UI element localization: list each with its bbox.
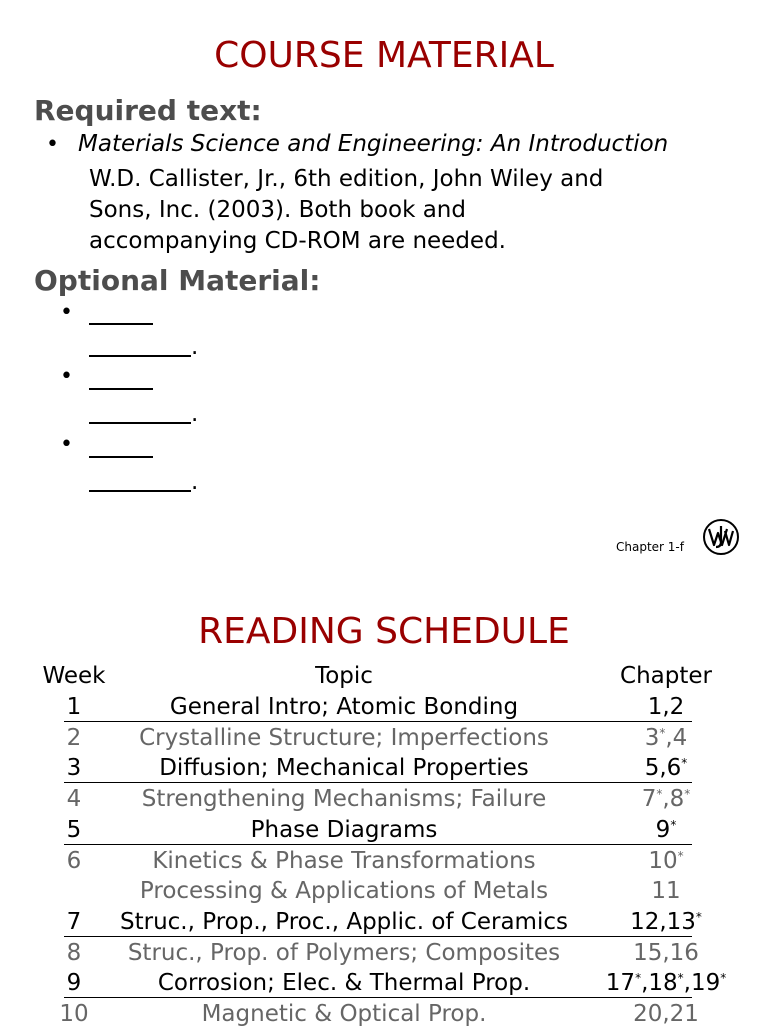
blank-line	[89, 422, 191, 424]
blank-line	[89, 490, 191, 492]
column-header-topic: Topic	[315, 663, 373, 689]
table-row	[0, 753, 768, 783]
week-cell: 10	[59, 1001, 89, 1027]
week-cell: 5	[66, 816, 82, 843]
bullet-icon: •	[60, 432, 73, 457]
blank-line	[89, 388, 153, 390]
chapter-cell: 1,2	[647, 694, 685, 720]
book-title: Materials Science and Engineering: An Introduction	[78, 131, 669, 157]
optional-item-period: .	[191, 469, 199, 495]
week-cell: 9	[66, 970, 82, 997]
table-row	[0, 999, 768, 1029]
chapter-cell: 9*	[655, 816, 677, 843]
chapter-cell: 5,6*	[644, 755, 688, 782]
table-row	[0, 815, 768, 845]
week-cell: 3	[66, 755, 82, 782]
topic-cell: Struc., Prop., Proc., Applic. of Ceramics	[120, 908, 568, 935]
bullet-icon: •	[60, 364, 73, 389]
table-row	[0, 723, 768, 753]
column-header-chapter: Chapter	[620, 663, 712, 689]
table-header-row	[0, 661, 768, 691]
optional-item-period: .	[191, 334, 199, 360]
table-row	[0, 876, 768, 906]
blank-line	[89, 323, 153, 325]
topic-cell: General Intro; Atomic Bonding	[169, 694, 519, 720]
topic-cell: Kinetics & Phase Transformations	[152, 847, 536, 874]
blank-line	[89, 456, 153, 458]
topic-cell: Diffusion; Mechanical Properties	[159, 755, 529, 782]
table-row	[0, 968, 768, 998]
optional-item-period: .	[191, 401, 199, 427]
topic-cell: Corrosion; Elec. & Thermal Prop.	[157, 970, 531, 997]
table-row	[0, 846, 768, 876]
topic-cell: Struc., Prop. of Polymers; Composites	[127, 939, 561, 966]
chapter-cell: 7*,8*	[641, 786, 691, 813]
topic-cell: Phase Diagrams	[250, 816, 438, 843]
book-details-line-2: Sons, Inc. (2003). Both book and	[89, 197, 466, 223]
wiley-logo-icon	[702, 518, 740, 556]
week-cell: 7	[66, 908, 82, 935]
optional-material-heading: Optional Material:	[34, 264, 321, 297]
week-cell: 8	[66, 939, 82, 966]
page-title: COURSE MATERIAL	[214, 35, 554, 76]
table-row	[0, 692, 768, 722]
page-title: READING SCHEDULE	[198, 611, 570, 652]
week-cell: 6	[66, 847, 82, 874]
week-cell: 4	[66, 786, 82, 813]
week-cell: 1	[66, 694, 82, 720]
chapter-cell: 15,16	[633, 939, 699, 966]
topic-cell: Strengthening Mechanisms; Failure	[141, 786, 547, 813]
chapter-cell: 10*	[648, 847, 684, 874]
topic-cell: Magnetic & Optical Prop.	[201, 1001, 487, 1027]
topic-cell: Crystalline Structure; Imperfections	[139, 724, 549, 751]
chapter-cell: 12,13*	[630, 908, 702, 935]
blank-line	[89, 355, 191, 357]
book-details-line-1: W.D. Callister, Jr., 6th edition, John Wiley and	[89, 166, 604, 192]
topic-cell: Processing & Applications of Metals	[139, 878, 549, 905]
table-row	[0, 784, 768, 814]
book-details-line-3: accompanying CD-ROM are needed.	[89, 228, 506, 254]
table-row	[0, 938, 768, 968]
bullet-icon: •	[46, 132, 59, 157]
bullet-icon: •	[60, 300, 73, 325]
chapter-cell: 17*,18*,19*	[605, 970, 727, 997]
required-text-heading: Required text:	[34, 94, 262, 127]
column-header-week: Week	[42, 663, 106, 689]
slide-reading-schedule	[0, 584, 768, 1027]
chapter-footer-label: Chapter 1-f	[616, 540, 684, 554]
chapter-cell: 20,21	[633, 1001, 699, 1027]
chapter-cell: 3*,4	[644, 724, 688, 751]
table-row	[0, 907, 768, 937]
chapter-cell: 11	[651, 878, 681, 905]
week-cell: 2	[66, 724, 82, 751]
